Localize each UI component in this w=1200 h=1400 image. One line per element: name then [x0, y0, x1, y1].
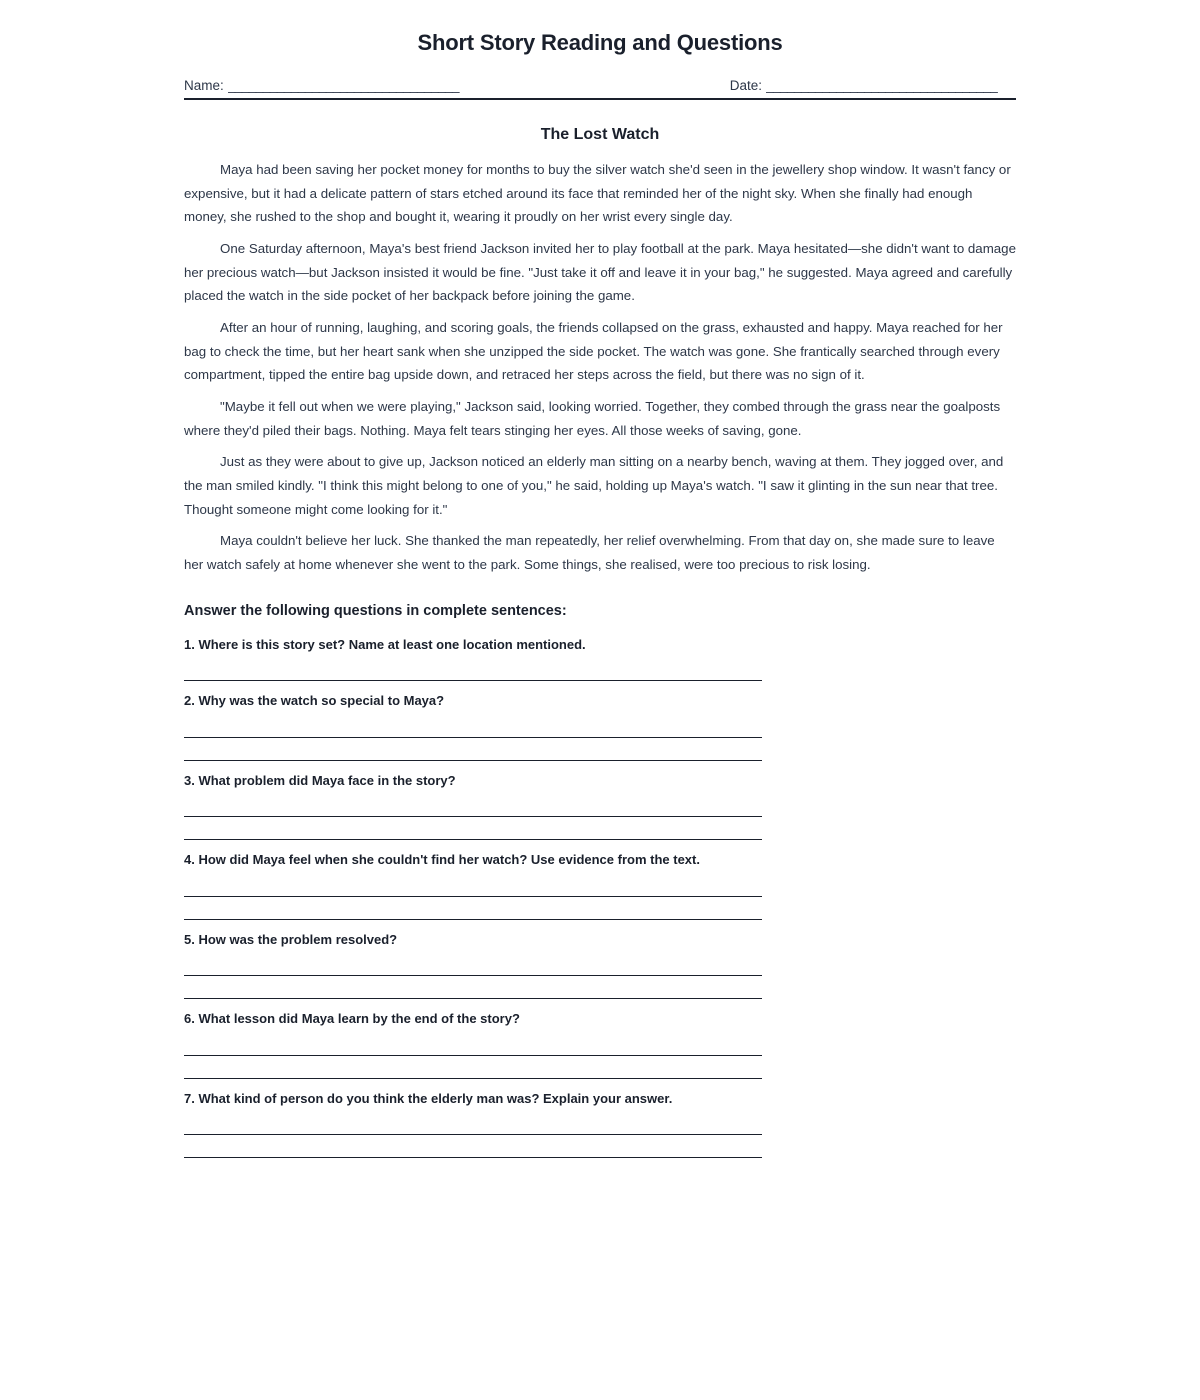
answer-line[interactable]	[184, 796, 762, 817]
answer-lines[interactable]	[184, 955, 762, 999]
questions-section-heading: Answer the following questions in complete sentences:	[184, 602, 567, 619]
answer-line[interactable]	[184, 1135, 762, 1158]
answer-line[interactable]	[184, 1114, 762, 1135]
answer-line[interactable]	[184, 817, 762, 840]
answer-lines[interactable]	[184, 660, 762, 681]
answer-lines[interactable]	[184, 1114, 762, 1158]
question-block	[184, 635, 1016, 682]
answer-line[interactable]	[184, 955, 762, 976]
question-text: 5. How was the problem resolved?	[184, 931, 398, 947]
story-paragraph: "Maybe it fell out when we were playing," Jackson said, looking worried. Together, they combed through the grass near the goalposts where they'd piled their bags. Nothing. Maya felt tears stinging her eyes. All those weeks of saving, gone.	[184, 398, 1001, 438]
answer-lines[interactable]	[184, 876, 762, 920]
answer-lines[interactable]	[184, 717, 762, 761]
question-text: 7. What kind of person do you think the elderly man was? Explain your answer.	[184, 1090, 673, 1106]
name-write-in-line[interactable]: _________________________________	[227, 78, 460, 93]
answer-line[interactable]	[184, 1035, 762, 1056]
question-text: 6. What lesson did Maya learn by the end of the story?	[184, 1011, 520, 1026]
story-body	[184, 158, 1016, 577]
date-field[interactable]	[730, 78, 1016, 93]
answer-line[interactable]	[184, 660, 762, 681]
name-label: Name:	[184, 78, 224, 93]
story-title: The Lost Watch	[540, 126, 660, 143]
answer-line[interactable]	[184, 717, 762, 738]
header-divider	[184, 98, 1016, 100]
worksheet-content	[184, 0, 1016, 1158]
story-paragraph: Just as they were about to give up, Jackson noticed an elderly man sitting on a nearby bench, waving at them. They jogged over, and the man smiled kindly. "I think this might belong to one of you," he said, holding up Maya's watch. "I saw it glinting in the sun near that tree. Thought someone might come looking for it."	[184, 454, 1004, 517]
question-block	[184, 1009, 1016, 1079]
question-block	[184, 771, 1016, 841]
answer-line[interactable]	[184, 876, 762, 897]
answer-lines[interactable]	[184, 796, 762, 840]
student-meta-row	[184, 78, 1016, 93]
question-block	[184, 1089, 1016, 1159]
questions-list	[184, 635, 1016, 1159]
name-field[interactable]	[184, 78, 470, 93]
question-text: 3. What problem did Maya face in the story?	[184, 772, 456, 788]
story-paragraph: Maya had been saving her pocket money for months to buy the silver watch she'd seen in the jewellery shop window. It wasn't fancy or expensive, but it had a delicate pattern of stars etched around its face that reminded her of the night sky. When she finally had enough money, she rushed to the shop and bought it, wearing it proudly on her wrist every single day.	[184, 162, 1011, 225]
question-text: 4. How did Maya feel when she couldn't find her watch? Use evidence from the text.	[184, 852, 700, 867]
answer-line[interactable]	[184, 738, 762, 761]
story-paragraph: One Saturday afternoon, Maya's best friend Jackson invited her to play football at the park. Maya hesitated—she didn't want to damage her precious watch—but Jackson insisted it would be fine. "Just take it off and leave it in your bag," he suggested. Maya agreed and carefully placed the watch in the side pocket of her backpack before joining the game.	[184, 240, 1016, 304]
date-write-in-line[interactable]: _________________________________	[766, 78, 998, 93]
question-block	[184, 850, 1016, 920]
question-block	[184, 930, 1016, 1000]
answer-line[interactable]	[184, 897, 762, 920]
question-block	[184, 691, 1016, 761]
answer-lines[interactable]	[184, 1035, 762, 1079]
answer-line[interactable]	[184, 976, 762, 999]
story-paragraph: After an hour of running, laughing, and scoring goals, the friends collapsed on the grass, exhausted and happy. Maya reached for her bag to check the time, but her heart sank when she unzipped the side pocket. The watch was gone. She frantically searched through every compartment, tipped the entire bag upside down, and retraced her steps across the field, but there was no sign of it.	[184, 319, 1003, 383]
question-text: 1. Where is this story set? Name at least one location mentioned.	[184, 636, 586, 652]
question-text: 2. Why was the watch so special to Maya?	[184, 693, 445, 708]
story-paragraph: Maya couldn't believe her luck. She thanked the man repeatedly, her relief overwhelming. From that day on, she made sure to leave her watch safely at home whenever she went to the park. Some things, she realised, were too precious to risk losing.	[184, 533, 995, 572]
page-title: Short Story Reading and Questions	[417, 30, 783, 55]
answer-line[interactable]	[184, 1056, 762, 1079]
date-label: Date:	[729, 78, 762, 93]
